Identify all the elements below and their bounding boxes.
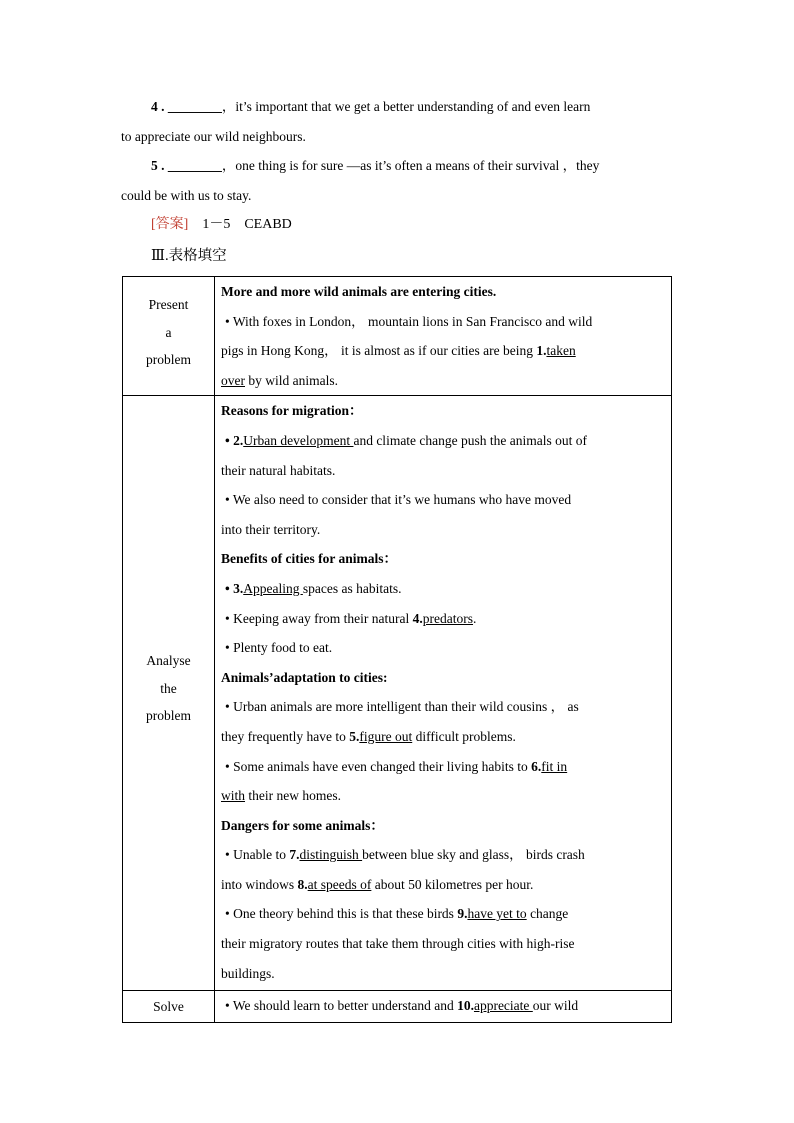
heading-reasons: Reasons for migration： [221, 403, 363, 419]
blank-4-answer: predators [422, 610, 474, 626]
table-row-solve [123, 991, 672, 1023]
row-header-analyse-problem: Analyse the problem [123, 396, 215, 991]
blank-1-number: 1. [536, 343, 547, 359]
section-title: Ⅲ.表格填空 [151, 248, 227, 264]
answer-value: CEABD [244, 217, 292, 232]
row-content-analyse-problem: Reasons for migration： • 2.Urban development and climate change push the animals out of their natural habitats. • We also need to consider that it’s we humans who have moved into their territory. Benefits of cities for animals： • 3.Appealing spaces as habitats. • Keeping away from their natural 4.predators. • Plenty food to eat. Animals’adaptation to cities: • Urban animals are more intelligent than their wild cousins ， as they frequently have to 5.figure out difficult problems. • Some animals have even changed their living habits to 6.fit in with their new homes. Dangers for some animals： • Unable to 7.distinguish between blue sky and glass， birds crash into windows 8.at speeds of about 50 kilometres per hour. • One theory behind this is that these birds 9.have yet to change their migratory routes that take them through cities with high-rise buildings. [215, 396, 672, 991]
fill-in-table [122, 276, 672, 1023]
answer-line [151, 210, 292, 240]
question-4-text: ，it’s important that we get a better understanding of and even learn [221, 99, 591, 114]
question-4 [121, 92, 671, 152]
row-header-present-problem: Present a problem [123, 277, 215, 396]
blank-6-answer: fit in [541, 758, 568, 774]
blank-2-answer: Urban development [243, 432, 354, 448]
row1-title: More and more wild animals are entering cities. [221, 284, 497, 299]
question-4-blank: ________ [164, 99, 222, 114]
question-5 [121, 151, 671, 211]
blank-1-answer-cont: over [221, 372, 245, 388]
question-5-text: ，one thing is for sure —as it’s often a means of their survival ，they [221, 158, 600, 173]
blank-6-answer-cont: with [221, 788, 246, 804]
heading-benefits: Benefits of cities for animals： [221, 551, 397, 567]
question-5-blank: ________ [164, 158, 222, 173]
question-4-number: 4 . [151, 99, 165, 114]
row-content-solve: • We should learn to better understand and 10.appreciate our wild [215, 991, 672, 1023]
row-content-present-problem: More and more wild animals are entering cities. • With foxes in London， mountain lions in San Francisco and wild pigs in Hong Kong， it is almost as if our cities are being 1.taken over by wild animals. [215, 277, 672, 396]
blank-3-answer: Appealing [243, 580, 303, 596]
table-row-analyse-problem [123, 396, 672, 991]
blank-8-answer: at speeds of [307, 876, 372, 892]
blank-5-answer: figure out [359, 728, 413, 744]
question-5-number: 5 . [151, 158, 165, 173]
blank-7-answer: distinguish [299, 847, 363, 863]
answer-range: 1－5 [202, 217, 231, 232]
heading-adaptation: Animals’adaptation to cities: [221, 669, 388, 685]
blank-9-answer: have yet to [467, 906, 527, 922]
table-row-present-problem [123, 277, 672, 396]
question-5-text-line2: could be with us to stay. [121, 188, 252, 203]
answer-label: [答案] [151, 217, 189, 232]
question-4-text-line2: to appreciate our wild neighbours. [121, 129, 306, 144]
row1-bullet: • With foxes in London， mountain lions in San Francisco and wild [225, 313, 593, 329]
blank-1-answer: taken [546, 343, 576, 359]
heading-dangers: Dangers for some animals： [221, 817, 384, 833]
blank-10-answer: appreciate [473, 998, 533, 1014]
row-header-solve: Solve [123, 991, 215, 1023]
